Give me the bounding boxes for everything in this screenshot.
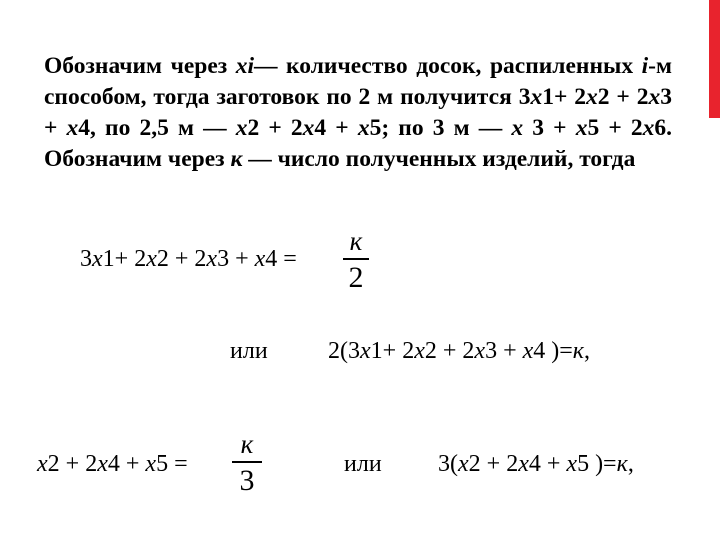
fraction-k-over-2 [343,226,369,293]
or-word-1: или [230,338,268,364]
fraction-k-over-3 [232,429,262,496]
fraction-denominator: 3 [239,463,255,497]
equation-3: x2 + 2x4 + x5 = [37,451,188,477]
accent-bar [709,0,720,118]
or-word-2: или [344,451,382,477]
fraction-numerator: к [349,226,363,256]
equation-4: 3(x2 + 2x4 + x5 )=к, [438,451,634,477]
fraction-bar [343,258,369,260]
body-paragraph: Обозначим через xi— количество досок, распиленных i-м способом, тогда заготовок по 2 м получится 3x1+ 2x2 + 2x3 + x4, по 2,5 м — x2 + 2x4 + x5; по 3 м — x 3 + x5 + 2x6. Обозначим через к — число полученных изделий, тогда [44,53,672,172]
fraction-numerator: к [240,429,254,459]
equation-2: 2(3x1+ 2x2 + 2x3 + x4 )=к, [328,338,591,364]
fraction-bar [232,461,262,463]
fraction-denominator: 2 [348,260,364,294]
equation-1: 3x1+ 2x2 + 2x3 + x4 = [80,246,297,272]
